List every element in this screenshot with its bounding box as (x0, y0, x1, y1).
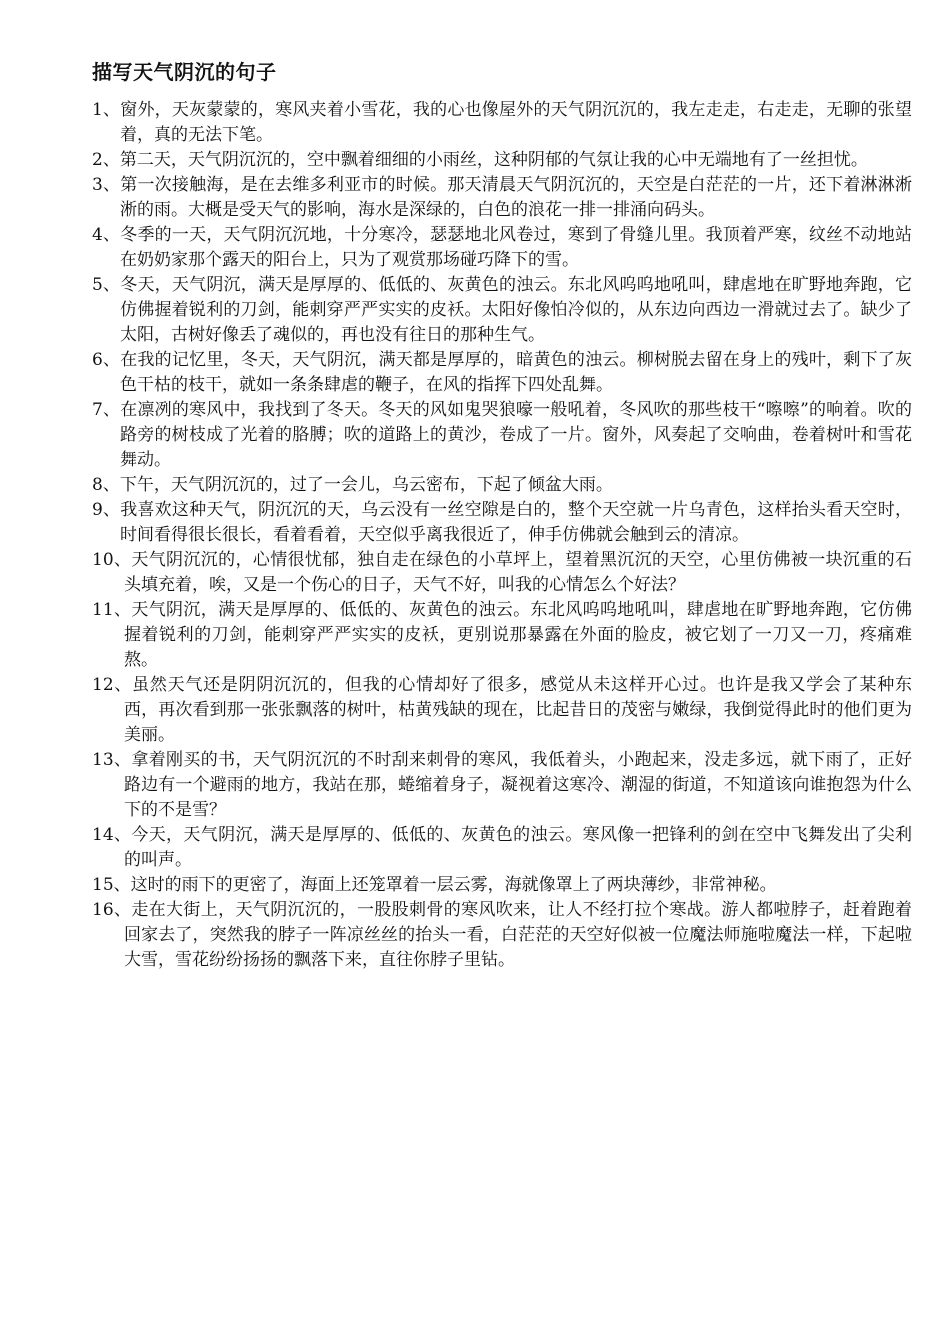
item-number: 5、 (92, 275, 121, 295)
list-item (92, 823, 912, 873)
item-text: 走在大街上，天气阴沉沉的，一股股刺骨的寒风吹来，让人不经打拉个寒战。游人都啦脖子，赶着跑着回家去了，突然我的脖子一阵凉丝丝的抬头一看，白茫茫的天空好似被一位魔法师施啦魔法一样，下起啦大雪，雪花纷纷扬扬的飘落下来，直往你脖子里钻。 (124, 900, 912, 970)
item-number: 8、 (92, 475, 120, 495)
item-text: 下午，天气阴沉沉的，过了一会儿，乌云密布，下起了倾盆大雨。 (119, 475, 613, 495)
item-text: 窗外，天灰蒙蒙的，寒风夹着小雪花，我的心也像屋外的天气阴沉沉的，我左走走，右走走，无聊的张望着，真的无法下笔。 (120, 100, 912, 145)
list-item (92, 98, 912, 148)
list-item (92, 873, 912, 898)
item-text: 虽然天气还是阴阴沉沉的，但我的心情却好了很多，感觉从未这样开心过。也许是我又学会了某种东西，再次看到那一张张飘落的树叶，枯黄残缺的现在，比起昔日的茂密与嫩绿，我倒觉得此时的他们更为美丽。 (124, 675, 912, 745)
list-item (92, 473, 912, 498)
list-item (92, 498, 912, 548)
item-number: 14、 (92, 825, 132, 845)
item-text: 今天，天气阴沉，满天是厚厚的、低低的、灰黄色的浊云。寒风像一把锋利的剑在空中飞舞发出了尖利的叫声。 (124, 825, 912, 870)
item-text: 在凛冽的寒风中，我找到了冬天。冬天的风如鬼哭狼嚎一般吼着，冬风吹的那些枝干“嚓嚓”的响着。吹的路旁的树枝成了光着的胳膊；吹的道路上的黄沙，卷成了一片。窗外，风奏起了交响曲，卷着树叶和雪花舞动。 (120, 400, 912, 470)
item-number: 3、 (92, 175, 121, 195)
list-item (92, 173, 912, 223)
item-text: 天气阴沉沉的，心情很忧郁，独自走在绿色的小草坪上，望着黑沉沉的天空，心里仿佛被一块沉重的石头填充着，唉，又是一个伤心的日子，天气不好，叫我的心情怎么个好法？ (124, 550, 912, 595)
item-text: 天气阴沉，满天是厚厚的、低低的、灰黄色的浊云。东北风呜呜地吼叫，肆虐地在旷野地奔跑，它仿佛握着锐利的刀剑，能刺穿严严实实的皮袄，更别说那暴露在外面的脸皮，被它划了一刀又一刀，疼痛难熬。 (124, 600, 912, 670)
list-item (92, 223, 912, 273)
item-number: 12、 (92, 675, 133, 695)
item-text: 第一次接触海，是在去维多利亚市的时候。那天清晨天气阴沉沉的，天空是白茫茫的一片，还下着淋淋淅淅的雨。大概是受天气的影响，海水是深绿的，白色的浪花一排一排涌向码头。 (120, 175, 912, 220)
item-text: 在我的记忆里，冬天，天气阴沉，满天都是厚厚的，暗黄色的浊云。柳树脱去留在身上的残叶，剩下了灰色干枯的枝干，就如一条条肆虐的鞭子，在风的指挥下四处乱舞。 (120, 350, 912, 395)
list-item (92, 548, 912, 598)
item-number: 10、 (92, 550, 132, 570)
item-number: 16、 (92, 900, 132, 920)
item-text: 第二天，天气阴沉沉的，空中飘着细细的小雨丝，这种阴郁的气氛让我的心中无端地有了一丝担忧。 (119, 150, 868, 170)
page-title: 描写天气阴沉的句子 (92, 60, 277, 84)
item-text: 冬天，天气阴沉，满天是厚厚的、低低的、灰黄色的浊云。东北风呜呜地吼叫，肆虐地在旷野地奔跑，它仿佛握着锐利的刀剑，能刺穿严严实实的皮袄。太阳好像怕冷似的，从东边向西边一滑就过去了。缺少了太阳，古树好像丢了魂似的，再也没有往日的那种生气。 (120, 275, 912, 345)
item-number: 15、 (92, 875, 131, 895)
item-text: 拿着刚买的书，天气阴沉沉的不时刮来刺骨的寒风，我低着头，小跑起来，没走多远，就下雨了，正好路边有一个避雨的地方，我站在那，蜷缩着身子，凝视着这寒冷、潮湿的街道，不知道该向谁抱怨为什么下的不是雪？ (124, 750, 912, 820)
list-item (92, 898, 912, 973)
item-number: 9、 (92, 500, 121, 520)
item-number: 13、 (92, 750, 132, 770)
list-item (92, 148, 912, 173)
item-text: 我喜欢这种天气，阴沉沉的天，乌云没有一丝空隙是白的，整个天空就一片乌青色，这样抬头看天空时，时间看得很长很长，看着看着，天空似乎离我很近了，伸手仿佛就会触到云的清凉。 (120, 500, 912, 545)
item-number: 7、 (92, 400, 121, 420)
list-item (92, 398, 912, 473)
list-item (92, 598, 912, 673)
item-number: 11、 (92, 600, 132, 620)
item-text: 这时的雨下的更密了，海面上还笼罩着一层云雾，海就像罩上了两块薄纱，非常神秘。 (130, 875, 777, 895)
list-item (92, 348, 912, 398)
item-number: 4、 (92, 225, 121, 245)
sentence-list (92, 98, 912, 973)
list-item (92, 748, 912, 823)
item-text: 冬季的一天，天气阴沉沉地，十分寒冷，瑟瑟地北风卷过，寒到了骨缝儿里。我顶着严寒，纹丝不动地站在奶奶家那个露天的阳台上，只为了观赏那场碰巧降下的雪。 (120, 225, 912, 270)
item-number: 2、 (92, 150, 120, 170)
item-number: 1、 (92, 100, 121, 120)
document-page (92, 56, 912, 973)
list-item (92, 273, 912, 348)
item-number: 6、 (92, 350, 121, 370)
list-item (92, 673, 912, 748)
